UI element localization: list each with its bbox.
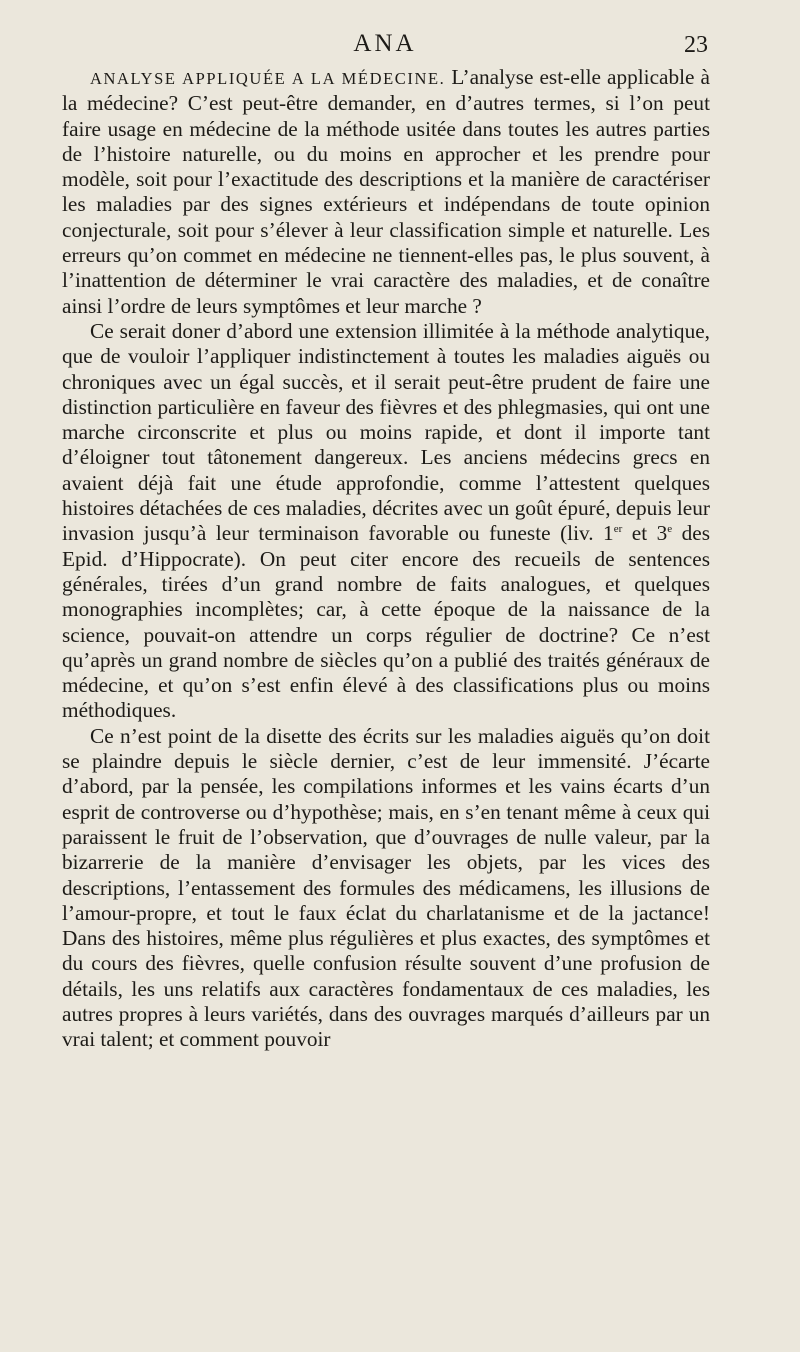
paragraph-2 (62, 319, 710, 724)
paragraph-3-text: Ce n’est point de la disette des écrits sur les maladies aiguës qu’on doit se plaindre depuis le siècle dernier, c’est de leur immensité. J’écarte d’abord, par la pensée, les compilations informes et les vains écarts d’un esprit de controverse ou d’hypothèse; mais, en s’en tenant même à ceux qui paraissent le fruit de l’observation, que d’ouvrages de nulle valeur, par la bizarrerie de la manière d’envisager les objets, par les vices des descriptions, l’entassement des formules des médicamens, les illusions de l’amour-propre, et tout le faux éclat du charlatanisme et de la jactance! Dans des histoires, même plus régulières et plus exactes, des symptômes et du cours des fièvres, quelle confusion résulte souvent d’une profusion de détails, les uns relatifs aux caractères fondamentaux de ces maladies, les autres propres à leurs variétés, dans des ouvrages marqués d’ailleurs par un vrai talent; et comment pouvoir (62, 723, 710, 1052)
page-number: 23 (684, 32, 708, 58)
superscript-er: er (613, 523, 623, 536)
running-head (62, 30, 708, 64)
running-head-title: ANA (353, 30, 417, 57)
paragraph-1 (62, 65, 710, 319)
article-heading: ANALYSE APPLIQUÉE A LA MÉDECINE. (90, 69, 446, 88)
paragraph-2-text-a: Ce serait doner d’abord une extension illimitée à la méthode analytique, que de vouloir l’appliquer indistinctement à toutes les maladies aiguës ou chroniques avec un égal succès, et il serait peut-être prudent de faire une distinction particulière en faveur des fièvres et des phlegmasies, qui ont une marche circonscrite et plus ou moins rapide, et dont il importe tant d’éloigner tout tâtonement dangereux. Les anciens médecins grecs en avaient déjà fait une étude approfondie, comme l’attestent quelques histoires détachées de ces maladies, décrites avec un goût épuré, depuis leur invasion jusqu’à leur terminaison favorable ou funeste (liv. 1 (62, 318, 710, 546)
paragraph-3 (62, 724, 710, 1053)
paragraph-1-text: L’analyse est-elle applicable à la médecine? C’est peut-être demander, en d’autres termes, si l’on peut faire usage en médecine de la méthode usitée dans toutes les autres parties de l’histoire naturelle, ou du moins en approcher et les prendre pour modèle, soit pour l’exactitude des descriptions et la manière de caractériser les maladies par des signes extérieurs et indépendans de toute opinion conjecturale, soit pour s’élever à leur classification simple et naturelle. Les erreurs qu’on commet en médecine ne tiennent-elles pas, le plus souvent, à l’inattention de déterminer le vrai caractère des maladies, et de conaître ainsi l’ordre de leurs symptômes et leur marche ? (62, 65, 711, 318)
paragraph-2-text-c: des Epid. d’Hippocrate). On peut citer encore des recueils de sentences générales, tirées d’un grand nombre de faits analogues, et quelques monographies incomplètes; car, à cette époque de la naissance de la science, pouvait-on attendre un corps régulier de doctrine? Ce n’est qu’après un grand nombre de siècles qu’on a publié des traités généraux de médecine, et qu’on s’est enfin élevé à des classifications plus ou moins méthodiques. (62, 521, 711, 723)
article-text (62, 65, 710, 1053)
paragraph-2-text-b: et 3 (622, 521, 668, 546)
superscript-e: e (667, 523, 673, 536)
